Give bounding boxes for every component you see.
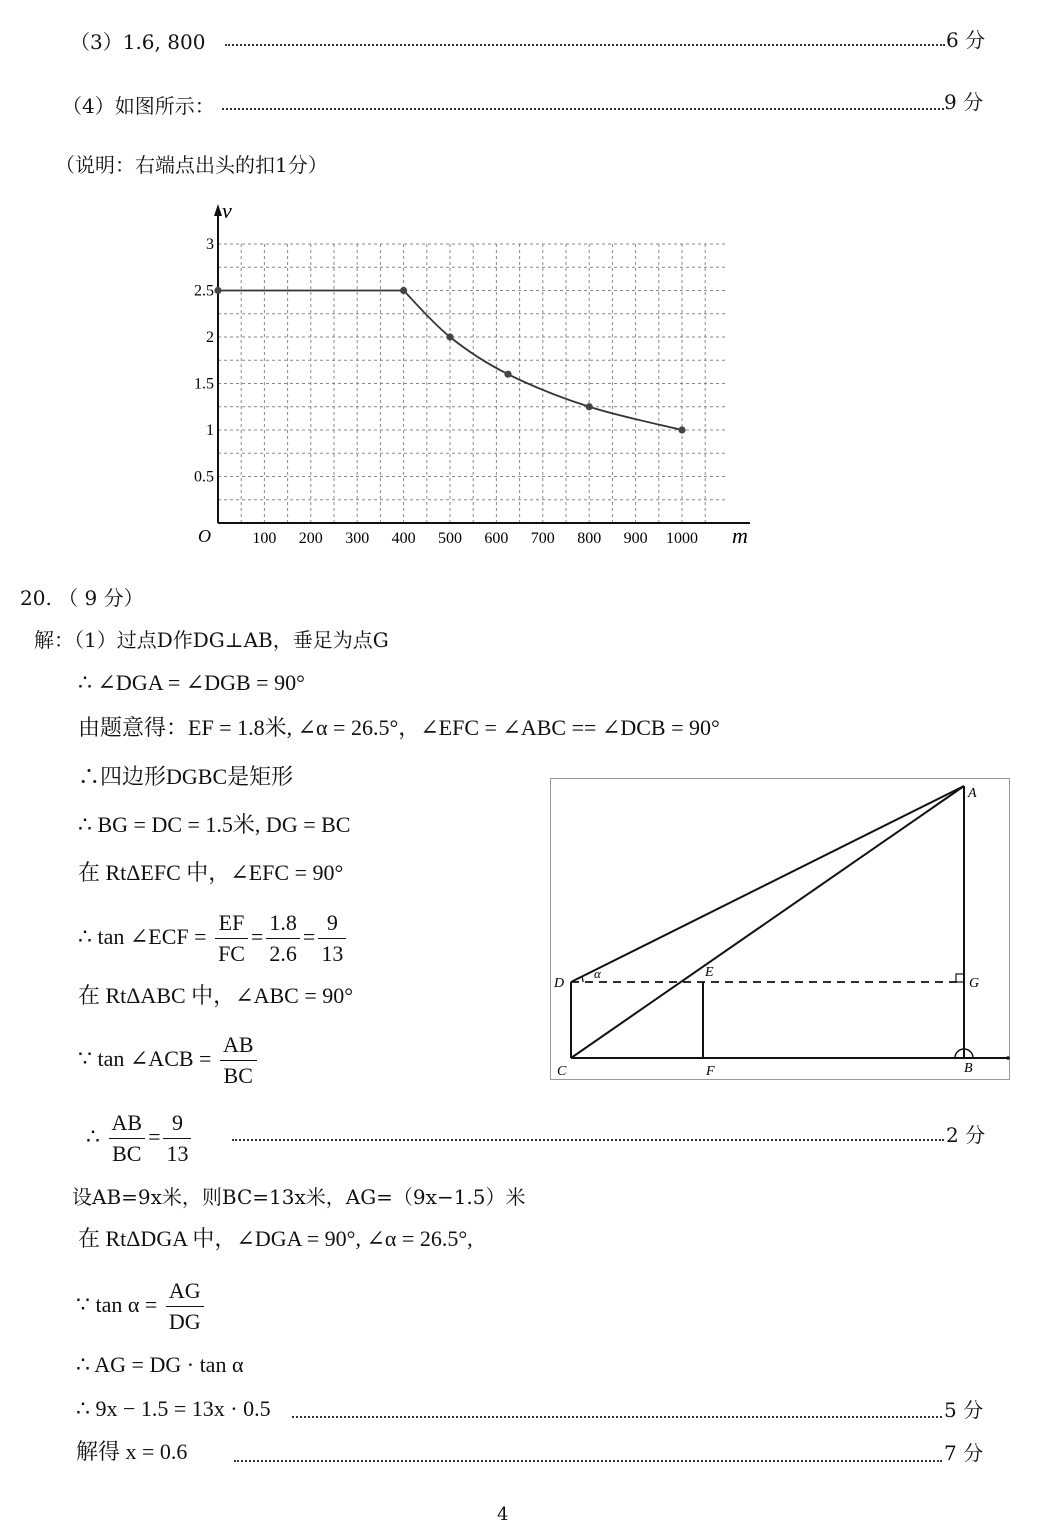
geometry-figure [550, 778, 1010, 1080]
leader-dots [225, 44, 945, 46]
data-point [504, 371, 511, 378]
y-tick-label: 2.5 [194, 282, 214, 300]
segment-ca [571, 786, 964, 1058]
x-tick-label: 600 [484, 530, 509, 547]
data-point [446, 333, 453, 340]
score-2: 2 分 [946, 1123, 986, 1147]
solution-step-4: ∴四边形DGBC是矩形 [78, 764, 294, 789]
fraction-ab-bc: $\frac{AB}{BC}$ [109, 1108, 146, 1169]
score-5: 5 分 [944, 1398, 984, 1422]
leader-dots [222, 108, 944, 110]
leader-dots [234, 1460, 942, 1462]
fraction-result: $\frac{9}{13}$ [318, 908, 346, 969]
page-number: 4 [497, 1504, 509, 1525]
label-a: A [968, 786, 977, 801]
eq-lhs: ∴ tan ∠ECF = [78, 924, 207, 949]
x-tick-label: 300 [345, 530, 370, 547]
solution-step-3: 由题意得：EF = 1.8米, ∠α = 26.5°，∠EFC = ∠ABC == ∠DCB = 90° [78, 715, 720, 740]
solution-step-14: ∴ AG = DG · tan α [76, 1352, 244, 1377]
velocity-chart [190, 200, 750, 560]
label-d: D [554, 976, 565, 991]
x-tick-label: 900 [623, 530, 648, 547]
score-6: 6 分 [946, 28, 986, 52]
x-tick-label: 800 [577, 530, 602, 547]
origin-label: O [198, 526, 211, 546]
y-tick-label: 0.5 [194, 468, 214, 486]
x-tick-label: 200 [298, 530, 323, 547]
label-e: E [705, 965, 714, 980]
figure-frame [551, 779, 1010, 1080]
y-tick-label: 1.5 [194, 375, 214, 393]
answer-4: （4）如图所示： [62, 94, 215, 118]
label-g: G [969, 976, 980, 991]
data-point [400, 287, 407, 294]
right-angle-g [956, 974, 964, 982]
x-tick-label: 400 [391, 530, 416, 547]
answer-3: （3）1.6, 800 [70, 30, 206, 54]
x-tick-label: 500 [438, 530, 462, 547]
leader-dots [232, 1139, 944, 1141]
solution-step-13: ∵ tan α = $\frac{AG}{DG}$ [76, 1270, 207, 1340]
y-tick-label: 2 [206, 329, 214, 346]
x-tick-label: 700 [530, 530, 555, 547]
solution-step-16: 解得 x = 0.6 [76, 1439, 188, 1464]
label-alpha: α [594, 966, 601, 981]
fraction-ab-bc: $\frac{AB}{BC}$ [220, 1030, 257, 1091]
x-axis-label: m [732, 523, 748, 548]
solution-step-2: ∴ ∠DGA = ∠DGB = 90° [78, 670, 305, 695]
leader-dots [292, 1416, 942, 1418]
ground-end-dot [1006, 1056, 1010, 1060]
solution-step-7: ∴ tan ∠ECF = $\frac{EF}{FC}$ = $\frac{1.8}{2.6}$ = $\frac{9}{13}$ [78, 902, 349, 972]
solution-step-10: ∴ $\frac{AB}{BC}$ = $\frac{9}{13}$ [86, 1102, 194, 1172]
solution-step-12: 在 RtΔDGA 中，∠DGA = 90°, ∠α = 26.5°, [78, 1226, 473, 1251]
fraction-values: $\frac{1.8}{2.6}$ [266, 908, 300, 969]
score-7: 7 分 [944, 1441, 984, 1465]
data-point [678, 426, 685, 433]
data-point [586, 403, 593, 410]
solution-step-1: 解：（1）过点D作DG⊥AB，垂足为点G [34, 628, 389, 652]
y-tick-label: 3 [206, 236, 214, 253]
y-tick-label: 1 [206, 422, 214, 439]
solution-step-8: 在 RtΔABC 中，∠ABC = 90° [78, 983, 354, 1008]
label-f: F [706, 1064, 715, 1079]
y-axis-label: v [222, 200, 232, 223]
fraction-ag-dg: $\frac{AG}{DG}$ [166, 1276, 204, 1337]
x-tick-label: 100 [252, 530, 277, 547]
note: （说明：右端点出头的扣1分） [55, 153, 328, 177]
score-9: 9 分 [944, 90, 984, 114]
solution-step-5: ∴ BG = DC = 1.5米, DG = BC [78, 812, 351, 837]
fraction-9-13: $\frac{9}{13}$ [163, 1108, 191, 1169]
y-axis-arrow [214, 204, 222, 216]
solution-step-6: 在 RtΔEFC 中，∠EFC = 90° [78, 860, 344, 885]
solution-step-9: ∵ tan ∠ACB = $\frac{AB}{BC}$ [78, 1024, 260, 1094]
fraction-ef-fc: $\frac{EF}{FC}$ [215, 908, 248, 969]
angle-alpha-mark [582, 977, 583, 982]
question-number: 20. （ 9 分） [20, 586, 144, 610]
solution-step-11: 设AB=9x米，则BC=13x米，AG=（9x−1.5）米 [72, 1185, 526, 1209]
solution-step-15: ∴ 9x − 1.5 = 13x · 0.5 [76, 1396, 271, 1421]
segment-da [571, 786, 964, 982]
data-point [214, 287, 221, 294]
label-b: B [964, 1061, 973, 1076]
label-c: C [557, 1064, 567, 1079]
x-tick-label: 1000 [666, 530, 698, 547]
